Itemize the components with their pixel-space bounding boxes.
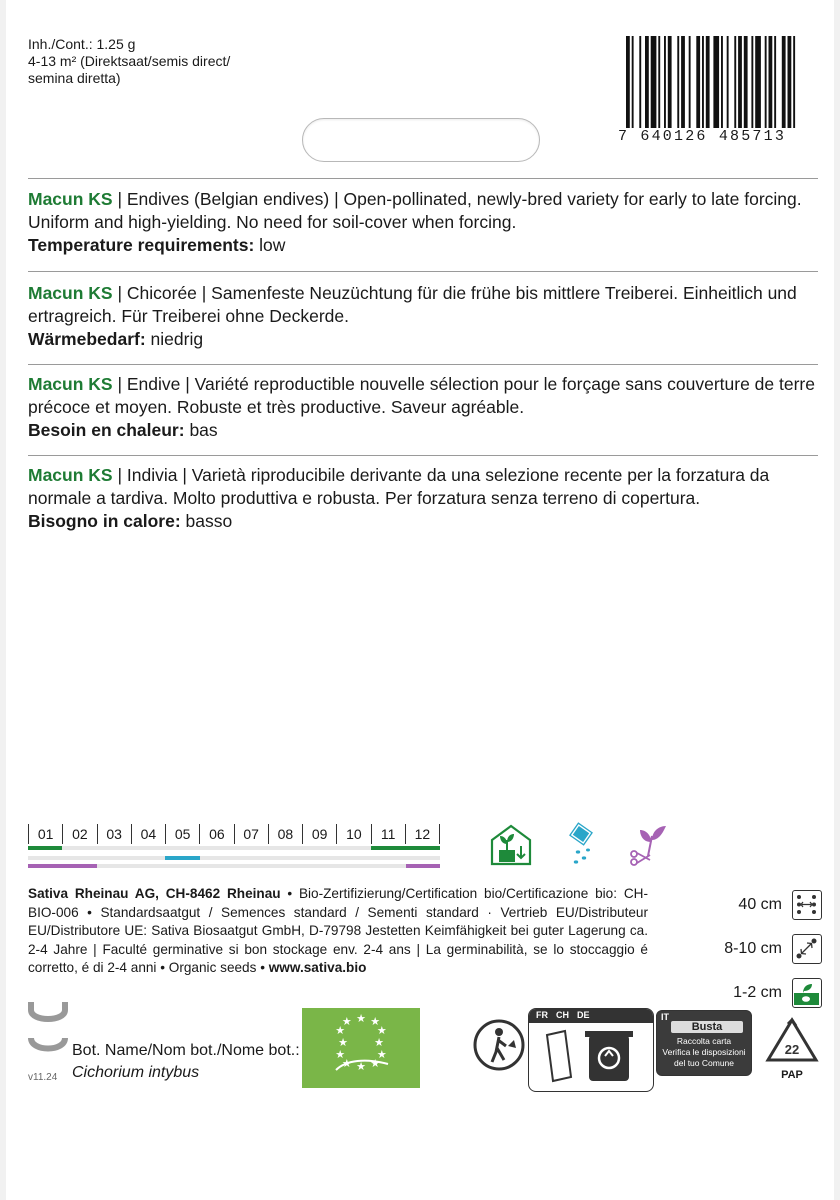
italy-disposal-box [656,1010,752,1076]
barcode-bar [769,36,773,128]
barcode-bar [727,36,729,128]
calendar-month: 05 [165,824,199,844]
description-fr [28,373,818,442]
calendar-months [28,824,440,844]
barcode-bar [626,36,630,128]
calendar-month: 03 [97,824,131,844]
barcode-bar [696,36,700,128]
barcode-bar [793,36,795,128]
calendar-month: 01 [28,824,62,844]
barcode-bar [645,36,649,128]
barcode-bar [651,36,657,128]
hanger-slot [302,118,540,162]
divider [28,364,818,365]
barcode-bars [618,36,830,128]
barcode-bar [738,36,742,128]
plant-spacing-icon [792,934,822,964]
barcode-bar [788,36,792,128]
calendar-segment [28,864,62,868]
busta-line1: Raccolta carta [676,1036,732,1046]
busta-label: Busta [671,1021,743,1033]
description-de [28,282,818,351]
calendar-month: 08 [268,824,302,844]
country-ch: CH [556,1010,569,1020]
sowing-depth-value: 1-2 cm [733,984,782,1001]
barcode-bar [677,36,679,128]
barcode-bar [765,36,767,128]
star-icon: ★ [338,1037,348,1049]
seed-packet-icon [564,822,608,866]
sowing-calendar [28,824,440,870]
calendar-segment [406,864,440,868]
barcode-bar [658,36,660,128]
requirement-value: basso [180,511,233,531]
requirement-label: Besoin en chaleur: [28,420,185,440]
requirement-label: Bisogno in calore: [28,511,181,531]
row-spacing-icon [792,890,822,920]
busta-line3: del tuo Comune [673,1058,734,1068]
calendar-segment [28,846,62,850]
divider [28,455,818,456]
pap-label: PAP [781,1069,803,1081]
star-icon: ★ [376,1049,387,1061]
requirement-label: Wärmebedarf: [28,329,146,349]
paper-bin-icon [529,1023,654,1092]
version-label: v11.24 [28,1072,58,1083]
variety-name: Macun KS [28,283,113,303]
star-icon: ★ [356,1013,366,1025]
calendar-month: 12 [405,824,440,844]
sorting-info-box [528,1008,654,1092]
calendar-segment [62,864,96,868]
sowing-bar [28,846,440,850]
barcode-bar [744,36,748,128]
calendar-month: 07 [234,824,268,844]
description-text: | Endive | Variété reproductible nouvelle sélection pour le forçage sans couverture de terre précoce et moyen. Robuste et très productive. Saveur agréable. [28,374,815,417]
barcode-bar [702,36,704,128]
company-details: • Bio-Zertifizierung/Certification bio/Certificazione bio: CH-BIO-006 • Standardsaatgut / Semences standard / Sementi standard · Vertrieb EU/Distributeur EU/Distributore UE: Sativa Biosaatgut GmbH, D-79798 Jestetten Keimfähigkeit bei guter Lagerung ca. 2-4 Jahre | Faculté germinative si bon stockage env. 2-4 ans | La germinabilità, se lo stoccaggio é corretto, é di 2-4 anni • Organic seeds • [28,886,648,975]
pap-recycling-icon [762,1016,822,1081]
barcode-bar [706,36,710,128]
star-icon: ★ [341,1057,352,1070]
requirement-value: niedrig [145,329,204,349]
barcode-bar [751,36,753,128]
contents-info [28,36,288,87]
barcode [618,36,830,148]
calendar-month: 04 [131,824,165,844]
barcode-bar [755,36,761,128]
country-de: DE [577,1010,590,1020]
scissors-leaf-icon [628,822,672,866]
variety-name: Macun KS [28,374,113,394]
barcode-number: 7 640126 485713 [618,128,787,145]
calendar-segment [165,856,199,860]
barcode-bar [774,36,776,128]
barcode-bar [681,36,685,128]
star-icon: ★ [376,1025,387,1037]
barcode-bar [632,36,634,128]
requirement-value: low [254,235,286,255]
barcode-bar [721,36,723,128]
calendar-month: 02 [62,824,96,844]
requirement-value: bas [184,420,218,440]
star-icon: ★ [374,1037,384,1049]
contents-area-cont: semina diretta) [28,70,121,86]
company-name: Sativa Rheinau AG, CH-8462 Rheinau [28,886,281,901]
barcode-bar [668,36,672,128]
pap-number: 22 [784,1042,800,1057]
barcode-bar [639,36,641,128]
it-label: IT [661,1012,669,1022]
row-spacing-value: 40 cm [738,896,782,913]
barcode-bar [734,36,736,128]
barcode-bar [782,36,786,128]
botanical-name: Cichorium intybus [72,1064,200,1081]
sowing-depth-spec [702,976,822,1010]
variety-name: Macun KS [28,189,113,209]
row-spacing-spec [702,888,822,922]
company-info [28,885,648,978]
divider [28,271,818,272]
divider [28,178,818,179]
star-icon: ★ [341,1016,352,1029]
triman-icon [472,1018,526,1077]
country-fr: FR [536,1010,548,1020]
eu-organic-logo [302,1008,420,1088]
plant-spacing-spec [702,932,822,966]
description-text: | Indivia | Varietà riproducibile derivante da una selezione recente per la forzatura da normale a tardiva. Molto produttiva e robusta. Per forzatura senza terreno di copertura. [28,465,770,508]
calendar-month: 11 [371,824,405,844]
description-it [28,464,818,533]
barcode-bar [689,36,691,128]
company-website[interactable]: www.sativa.bio [268,960,367,975]
contents-area: 4-13 m² (Direktsaat/semis direct/ [28,53,231,69]
calendar-month: 06 [199,824,233,844]
description-en [28,188,818,257]
star-icon: ★ [335,1025,346,1037]
busta-line2: Verifica le disposizioni [662,1047,746,1057]
sowing-depth-icon [792,978,822,1008]
barcode-bar [664,36,666,128]
greenhouse-icon [488,822,532,866]
star-icon: ★ [370,1016,381,1029]
star-icon: ★ [356,1061,366,1073]
harvest-bar [28,864,440,868]
star-icon: ★ [370,1057,381,1070]
calendar-month: 09 [302,824,336,844]
plant-spacing-value: 8-10 cm [724,940,782,957]
paper-recycling-mark [28,998,68,1071]
contents-weight: Inh./Cont.: 1.25 g [28,36,136,52]
description-text: | Chicorée | Samenfeste Neuzüchtung für die frühe bis mittlere Treiberei. Einheitlich und ertragreich. Für Treiberei ohne Deckerde. [28,283,797,326]
planting-bar [28,856,440,860]
barcode-bar [713,36,719,128]
star-icon: ★ [335,1049,346,1061]
botanical-label: Bot. Name/Nom bot./Nome bot.: [72,1042,300,1059]
calendar-segment [406,846,440,850]
requirement-label: Temperature requirements: [28,235,255,255]
variety-name: Macun KS [28,465,113,485]
description-text: | Endives (Belgian endives) | Open-pollinated, newly-bred variety for early to late forcing. Uniform and high-yielding. No need for soil-cover when forcing. [28,189,802,232]
calendar-segment [371,846,405,850]
calendar-month: 10 [336,824,370,844]
seed-packet-back [6,0,834,1200]
